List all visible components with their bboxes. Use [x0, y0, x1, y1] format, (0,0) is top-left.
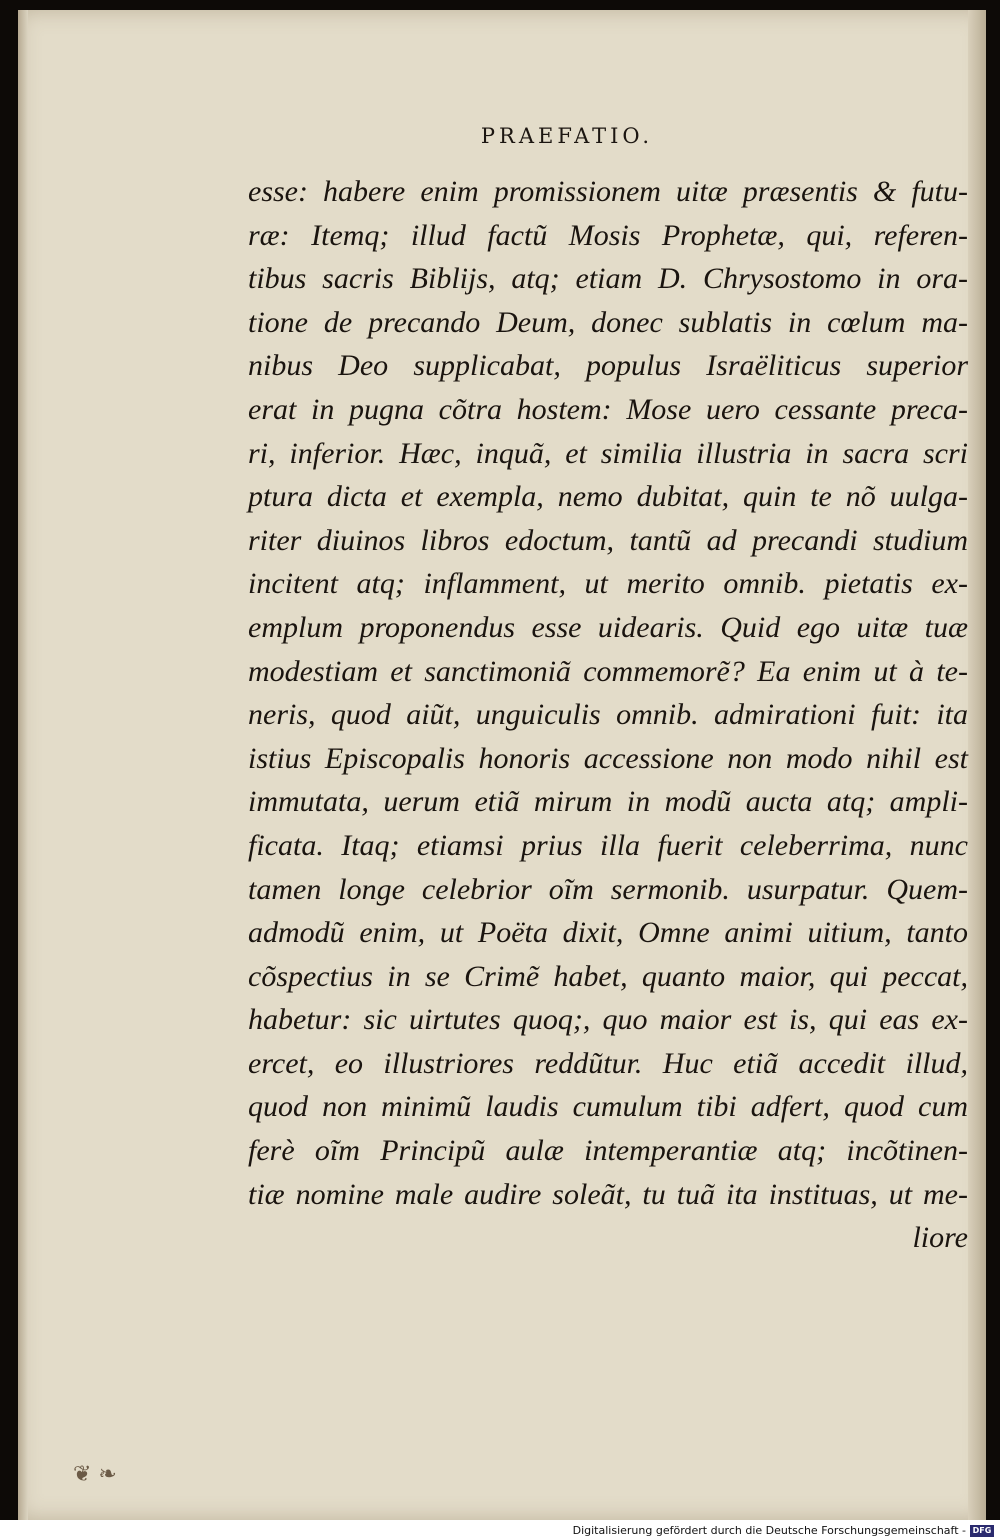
text-line: ferè oĩm Principũ aulæ intemperantiæ atq; incõtinen-: [248, 1134, 968, 1168]
text-line: riter diuinos libros edoctum, tantũ ad precandi studium: [248, 523, 968, 557]
dfg-logo: DFG: [970, 1525, 994, 1537]
catchword: liore: [912, 1221, 968, 1255]
text-line: istius Episcopalis honoris accessione non modo nihil est: [248, 741, 968, 775]
text-line: tamen longe celebrior oĩm sermonib. usurpatur. Quem-: [248, 872, 968, 906]
digitization-footer: [0, 1520, 1000, 1540]
text-line: esse: habere enim promissionem uitæ præsentis & futu-: [248, 175, 968, 208]
text-line: tibus sacris Biblijs, atq; etiam D. Chrysostomo in ora-: [248, 262, 968, 296]
text-line: tiæ nomine male audire soleãt, tu tuã ita instituas, ut me-: [248, 1177, 968, 1211]
text-line: ri, inferior. Hæc, inquã, et similia illustria in sacra scri: [248, 436, 968, 470]
text-line: erat in pugna cõtra hostem: Mose uero cessante preca-: [248, 392, 968, 426]
page-fore-edge: [968, 10, 986, 1520]
text-line: cõspectius in se Crimẽ habet, quanto maior, qui peccat,: [248, 959, 968, 993]
text-line: immutata, uerum etiã mirum in modũ aucta atq; ampli-: [248, 785, 968, 819]
running-head: PRAEFATIO.: [480, 124, 654, 148]
ink-marks: ❦ ❧: [73, 1462, 117, 1487]
text-line: habetur: sic uirtutes quoq;, quo maior est is, qui eas ex-: [248, 1003, 968, 1037]
text-line: ræ: Itemq; illud factũ Mosis Prophetæ, qui, referen-: [248, 218, 968, 252]
text-line: emplum proponendus esse uidearis. Quid ego uitæ tuæ: [248, 610, 968, 644]
funding-credit: Digitalisierung gefördert durch die Deutsche Forschungsgemeinschaft -: [572, 1524, 966, 1537]
text-line: quod non minimũ laudis cumulum tibi adfert, quod cum: [248, 1090, 968, 1124]
text-line: modestiam et sanctimoniã commemorẽ? Ea enim ut à te-: [248, 654, 968, 688]
text-line: admodũ enim, ut Poëta dixit, Omne animi uitium, tanto: [248, 916, 968, 950]
page-gutter-shadow: [18, 10, 28, 1520]
text-block: [248, 170, 968, 1260]
text-line: tione de precando Deum, donec sublatis in cœlum ma-: [248, 305, 968, 339]
text-line: ercet, eo illustriores reddũtur. Huc etiã accedit illud,: [248, 1046, 968, 1080]
text-line: incitent atq; inflamment, ut merito omnib. pietatis ex-: [248, 567, 968, 601]
text-line: neris, quod aiũt, unguiculis omnib. admirationi fuit: ita: [248, 698, 968, 732]
text-line: nibus Deo supplicabat, populus Israëliticus superior: [248, 349, 968, 383]
text-line: ficata. Itaq; etiamsi prius illa fuerit celeberrima, nunc: [248, 828, 968, 862]
book-page: [18, 10, 986, 1520]
text-line: ptura dicta et exempla, nemo dubitat, quin te nõ uulga-: [248, 480, 968, 514]
